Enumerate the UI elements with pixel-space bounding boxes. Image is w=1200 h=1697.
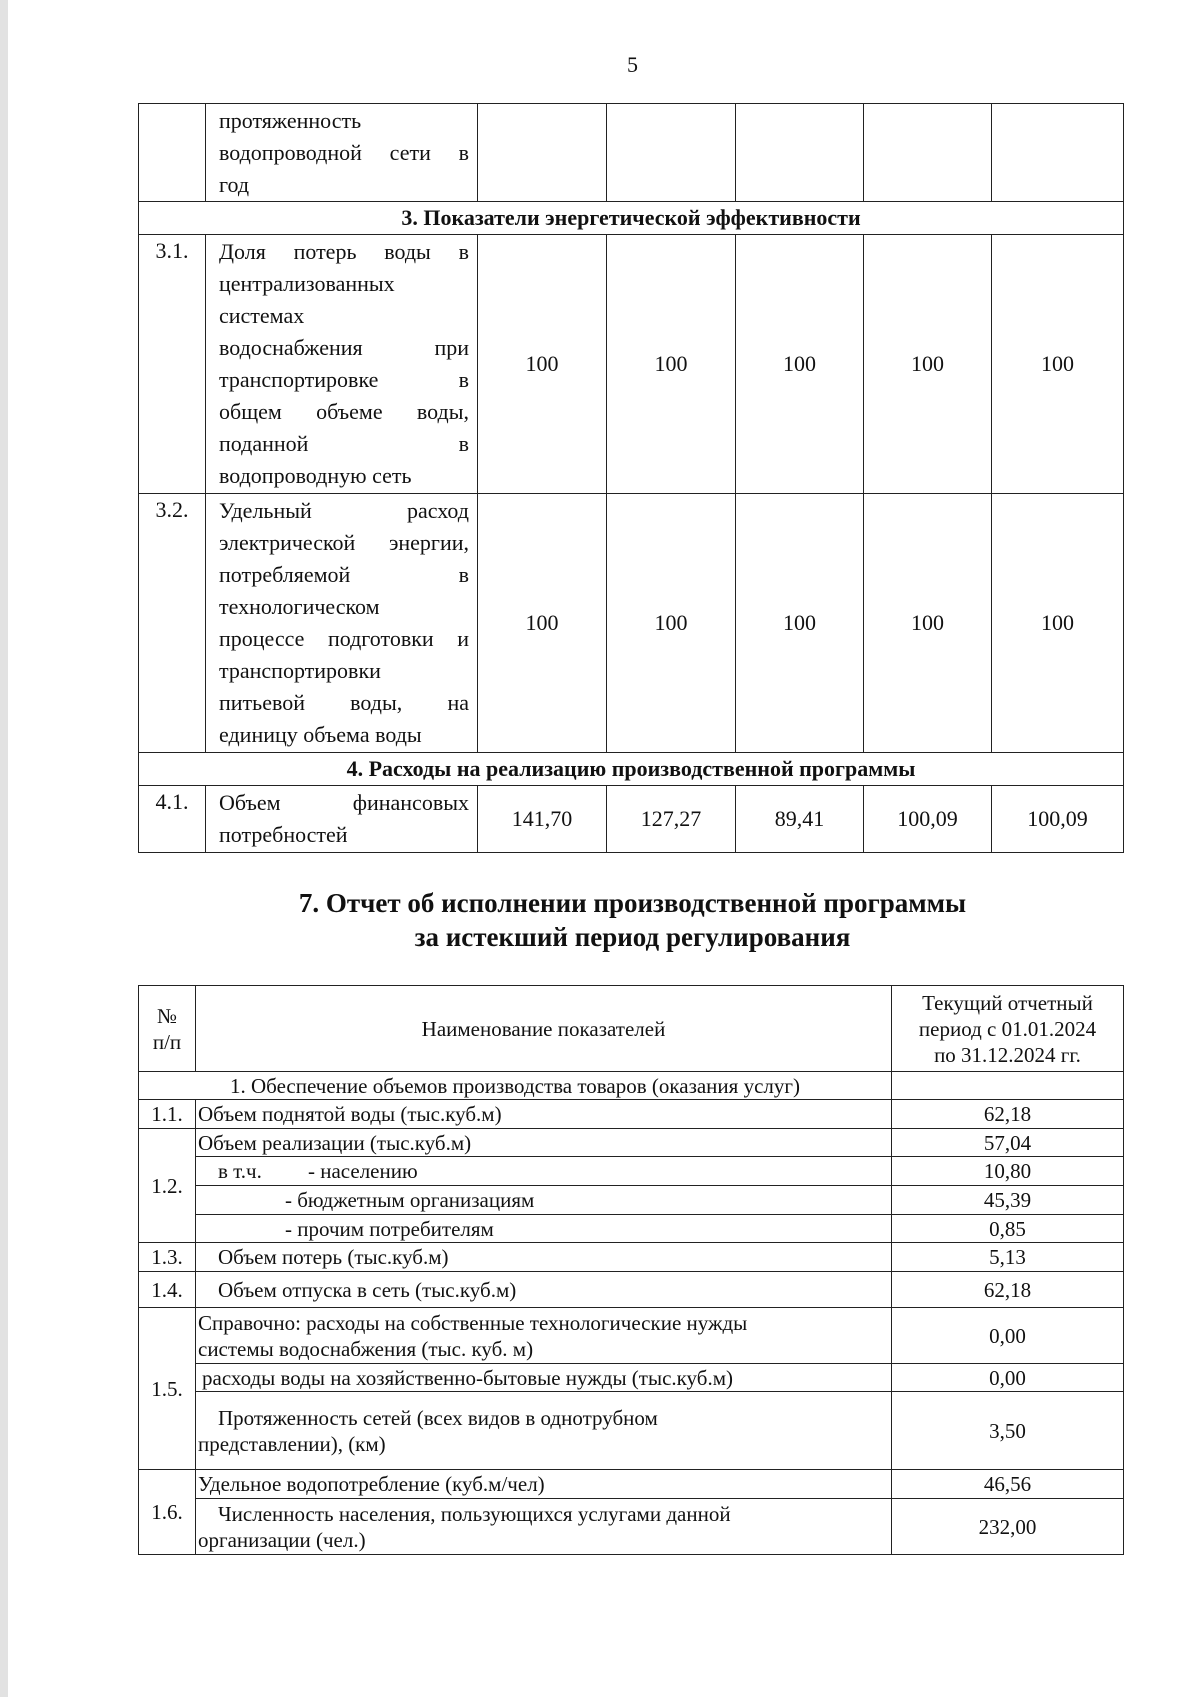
value-cell: [892, 1072, 1124, 1100]
value-cell: [736, 104, 864, 202]
table-row: [139, 1499, 1124, 1555]
section-heading: 7. Отчет об исполнении производственной программы за истекший период регулирования: [298, 888, 967, 952]
table-row: [139, 1272, 1124, 1308]
value-cell: 45,39: [892, 1186, 1124, 1215]
row-number: 1.6.: [139, 1470, 196, 1555]
table-row: [139, 1243, 1124, 1272]
value-cell: 100,09: [864, 786, 992, 853]
value-cell: [864, 104, 992, 202]
section-title: 3. Показатели энергетической эффективности: [139, 202, 1124, 235]
table-row: [139, 235, 1124, 494]
section-row: [139, 202, 1124, 235]
table-row: [139, 104, 1124, 202]
table-row: [139, 1470, 1124, 1499]
header-name: Наименование показателей: [196, 986, 892, 1072]
value-cell: 100: [992, 494, 1124, 753]
value-cell: 100: [607, 494, 736, 753]
value-cell: 100: [607, 235, 736, 494]
indicator-name: Объем финансовых потребностей: [206, 786, 478, 853]
value-cell: 100: [478, 494, 607, 753]
indicator-name: Удельный расход электрической энергии, потребляемой в технологическом процессе подготовки и транспортировки питьевой воды, на единицу объема воды: [206, 494, 478, 753]
table-row: [139, 1186, 1124, 1215]
table-row: [139, 494, 1124, 753]
page-number: 5: [627, 52, 638, 77]
table-row: [139, 1129, 1124, 1157]
row-number: 4.1.: [139, 786, 206, 853]
row-number: 1.5.: [139, 1308, 196, 1470]
table-row: [139, 1308, 1124, 1364]
table-row: [139, 1392, 1124, 1470]
value-cell: 3,50: [892, 1392, 1124, 1470]
indicator-name: Объем потерь (тыс.куб.м): [196, 1243, 892, 1272]
value-cell: 57,04: [892, 1129, 1124, 1157]
value-cell: 62,18: [892, 1100, 1124, 1129]
report-table: [138, 985, 1124, 1555]
indicator-name: расходы воды на хозяйственно-бытовые нужды (тыс.куб.м): [196, 1364, 892, 1392]
header-period: Текущий отчетный период с 01.01.2024 по 31.12.2024 гг.: [892, 986, 1124, 1072]
value-cell: [992, 104, 1124, 202]
row-number: 1.3.: [139, 1243, 196, 1272]
value-cell: 0,85: [892, 1215, 1124, 1243]
header-row: [139, 986, 1124, 1072]
section-row: [139, 753, 1124, 786]
table-row: [139, 1100, 1124, 1129]
value-cell: 127,27: [607, 786, 736, 853]
indicator-name: протяженность водопроводной сети в год: [206, 104, 478, 202]
indicator-name: Численность населения, пользующихся услугами данной организации (чел.): [196, 1499, 892, 1555]
value-cell: 0,00: [892, 1308, 1124, 1364]
value-cell: 10,80: [892, 1157, 1124, 1186]
indicator-name: Объем поднятой воды (тыс.куб.м): [196, 1100, 892, 1129]
row-number: 3.1.: [139, 235, 206, 494]
value-cell: 100,09: [992, 786, 1124, 853]
indicator-name: Протяженность сетей (всех видов в однотрубном представлении), (км): [196, 1392, 892, 1470]
indicator-name: Справочно: расходы на собственные технологические нужды системы водоснабжения (тыс. куб. м): [196, 1308, 892, 1364]
header-num: № п/п: [139, 986, 196, 1072]
row-number: 1.2.: [139, 1129, 196, 1243]
row-number: 1.1.: [139, 1100, 196, 1129]
indicator-name: - прочим потребителям: [196, 1215, 892, 1243]
value-cell: 46,56: [892, 1470, 1124, 1499]
value-cell: [607, 104, 736, 202]
indicator-name: в т.ч. - населению: [196, 1157, 892, 1186]
section-row: [139, 1072, 1124, 1100]
value-cell: 100: [736, 494, 864, 753]
value-cell: [478, 104, 607, 202]
value-cell: 100: [478, 235, 607, 494]
value-cell: 100: [864, 235, 992, 494]
value-cell: 5,13: [892, 1243, 1124, 1272]
table-row: [139, 786, 1124, 853]
indicator-name: Объем отпуска в сеть (тыс.куб.м): [196, 1272, 892, 1308]
section-title: 1. Обеспечение объемов производства товаров (оказания услуг): [139, 1072, 892, 1100]
section-title: 4. Расходы на реализацию производственной программы: [139, 753, 1124, 786]
row-number: 1.4.: [139, 1272, 196, 1308]
value-cell: 89,41: [736, 786, 864, 853]
indicator-name: Объем реализации (тыс.куб.м): [196, 1129, 892, 1157]
value-cell: 100: [736, 235, 864, 494]
scan-edge: [0, 0, 8, 1697]
value-cell: 141,70: [478, 786, 607, 853]
table-row: [139, 1364, 1124, 1392]
indicators-table: [138, 103, 1124, 853]
indicator-name: Удельное водопотребление (куб.м/чел): [196, 1470, 892, 1499]
table-row: [139, 1157, 1124, 1186]
indicator-name: - бюджетным организациям: [196, 1186, 892, 1215]
value-cell: 62,18: [892, 1272, 1124, 1308]
value-cell: 100: [992, 235, 1124, 494]
value-cell: 0,00: [892, 1364, 1124, 1392]
indicator-name: Доля потерь воды в централизованных системах водоснабжения при транспортировке в общем объеме воды, поданной в водопроводную сеть: [206, 235, 478, 494]
row-number: 3.2.: [139, 494, 206, 753]
table-row: [139, 1215, 1124, 1243]
row-number: [139, 104, 206, 202]
value-cell: 232,00: [892, 1499, 1124, 1555]
value-cell: 100: [864, 494, 992, 753]
